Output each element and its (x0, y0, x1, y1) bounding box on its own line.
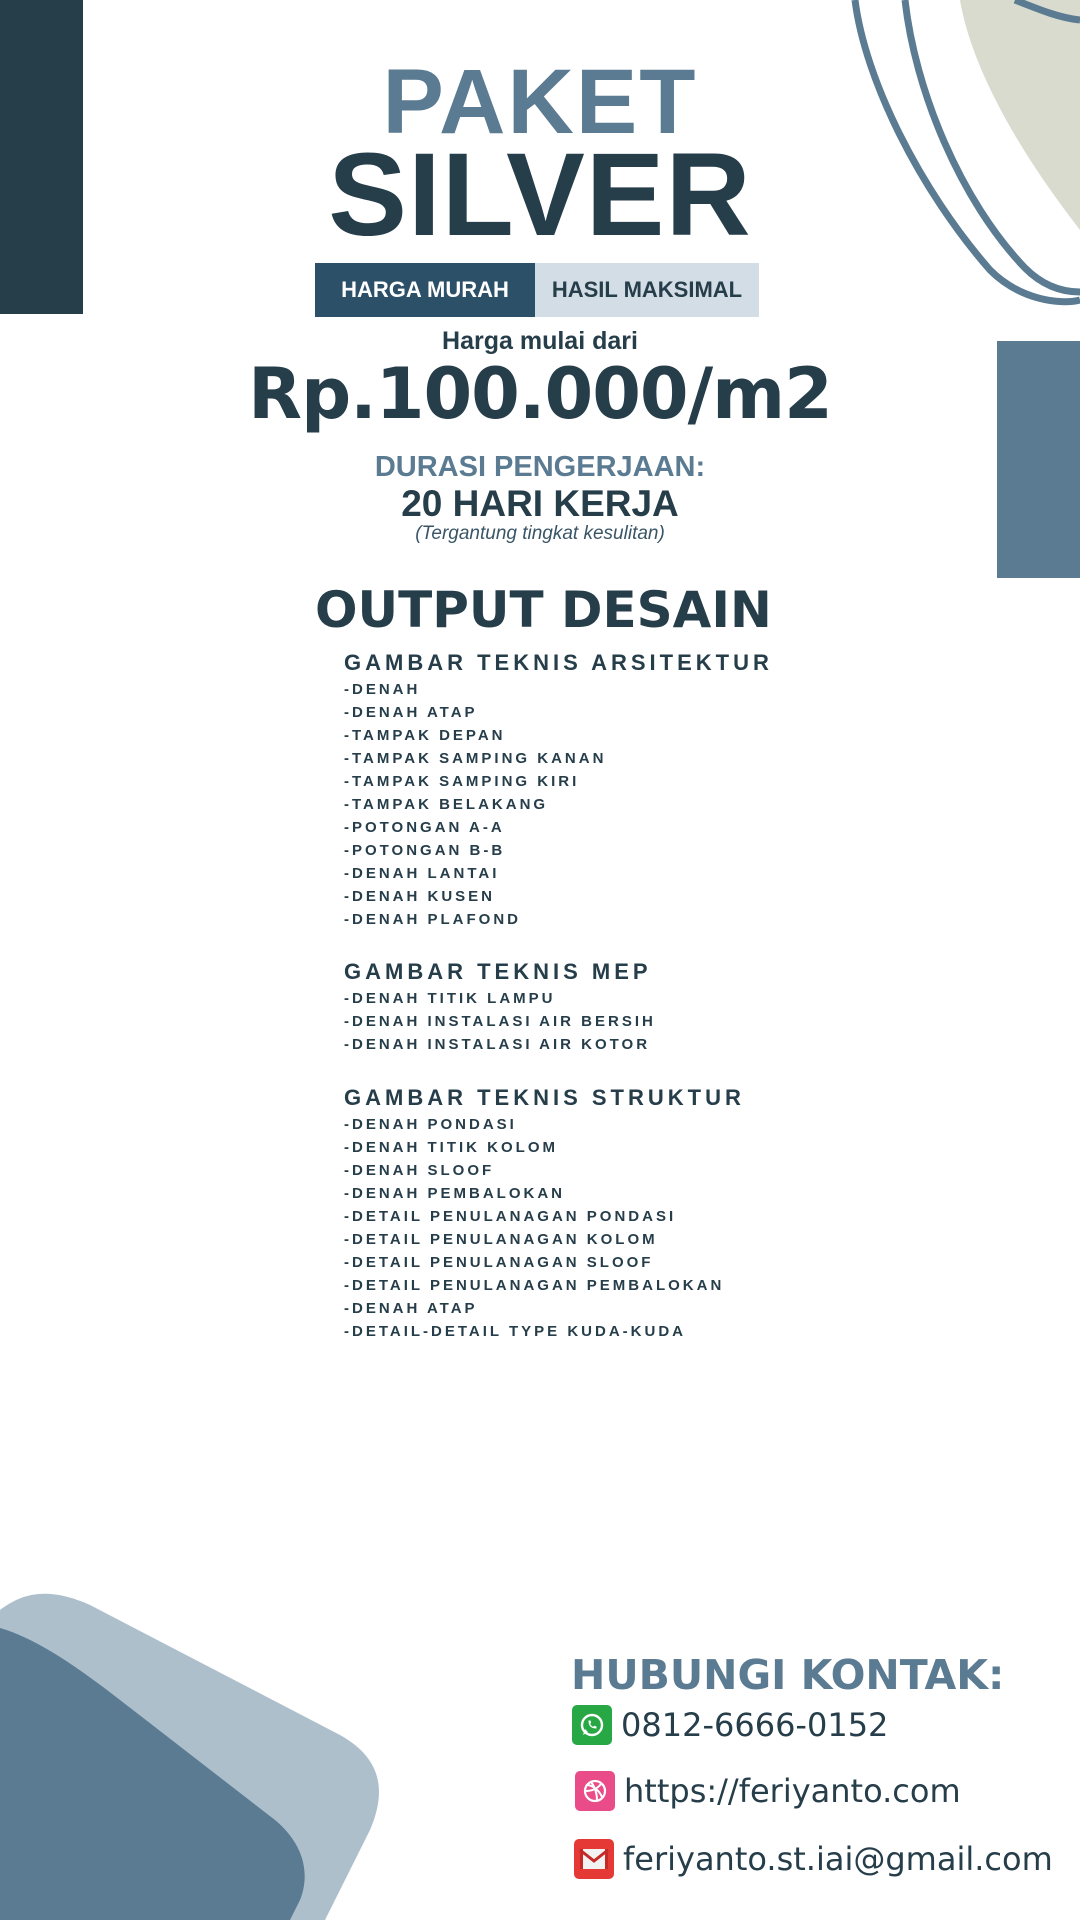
section-title: GAMBAR TEKNIS ARSITEKTUR (344, 650, 773, 675)
list-item: -TAMPAK DEPAN (344, 727, 506, 744)
price-intro: Harga mulai dari (442, 327, 638, 355)
duration-label: DURASI PENGERJAAN: (374, 451, 706, 483)
price-value: Rp.100.000/m2 (248, 353, 832, 435)
list-item: -DETAIL PENULANAGAN SLOOF (344, 1254, 654, 1271)
section-title: GAMBAR TEKNIS STRUKTUR (344, 1085, 745, 1110)
list-item: -DENAH (344, 681, 421, 698)
list-item: -DENAH KUSEN (344, 888, 496, 905)
list-item: -DETAIL PENULANAGAN PONDASI (344, 1208, 677, 1225)
tagline-hasil-maksimal: HASIL MAKSIMAL (535, 263, 759, 317)
list-item: -DETAIL-DETAIL TYPE KUDA-KUDA (344, 1323, 686, 1340)
contact-phone-text: 0812-6666-0152 (621, 1706, 889, 1744)
list-item: -DENAH PLAFOND (344, 911, 521, 928)
list-item: -DENAH LANTAI (344, 865, 500, 882)
list-item: -TAMPAK SAMPING KANAN (344, 750, 607, 767)
tagline-banner (315, 263, 759, 317)
list-item: -DENAH INSTALASI AIR BERSIH (344, 1013, 656, 1030)
gmail-icon (574, 1839, 614, 1879)
list-item: -DENAH TITIK KOLOM (344, 1139, 558, 1156)
list-item: -DETAIL PENULANAGAN PEMBALOKAN (344, 1277, 725, 1294)
list-item: -TAMPAK BELAKANG (344, 796, 549, 813)
tagline-harga-murah: HARGA MURAH (315, 263, 535, 317)
list-item: -TAMPAK SAMPING KIRI (344, 773, 580, 790)
title-paket: PAKET (382, 51, 698, 153)
section-list (344, 987, 656, 1056)
list-item: -DETAIL PENULANAGAN KOLOM (344, 1231, 658, 1248)
output-title: OUTPUT DESAIN (315, 581, 772, 639)
section-mep (344, 957, 656, 1056)
list-item: -DENAH ATAP (344, 704, 478, 721)
contact-email[interactable] (574, 1839, 1053, 1879)
contact-phone[interactable] (572, 1705, 888, 1745)
list-item: -DENAH ATAP (344, 1300, 478, 1317)
list-item: -POTONGAN B-B (344, 842, 506, 859)
list-item: -DENAH INSTALASI AIR KOTOR (344, 1036, 651, 1053)
duration-note: (Tergantung tingkat kesulitan) (415, 523, 665, 544)
contact-title: HUBUNGI KONTAK: (571, 1651, 1005, 1699)
duration-value: 20 HARI KERJA (401, 483, 679, 524)
list-item: -POTONGAN A-A (344, 819, 505, 836)
section-list (344, 678, 773, 931)
section-arsitektur (344, 648, 773, 931)
section-list (344, 1113, 745, 1343)
section-struktur (344, 1083, 745, 1343)
list-item: -DENAH PONDASI (344, 1116, 517, 1133)
whatsapp-icon (572, 1705, 612, 1745)
contact-email-text: feriyanto.st.iai@gmail.com (623, 1840, 1053, 1878)
title-silver: SILVER (328, 129, 752, 261)
list-item: -DENAH PEMBALOKAN (344, 1185, 565, 1202)
bottom-left-blob-decoration (0, 1590, 400, 1920)
dribbble-icon (575, 1771, 615, 1811)
contact-website[interactable] (575, 1771, 961, 1811)
section-title: GAMBAR TEKNIS MEP (344, 959, 652, 984)
contact-website-text: https://feriyanto.com (624, 1772, 961, 1810)
list-item: -DENAH SLOOF (344, 1162, 495, 1179)
list-item: -DENAH TITIK LAMPU (344, 990, 556, 1007)
